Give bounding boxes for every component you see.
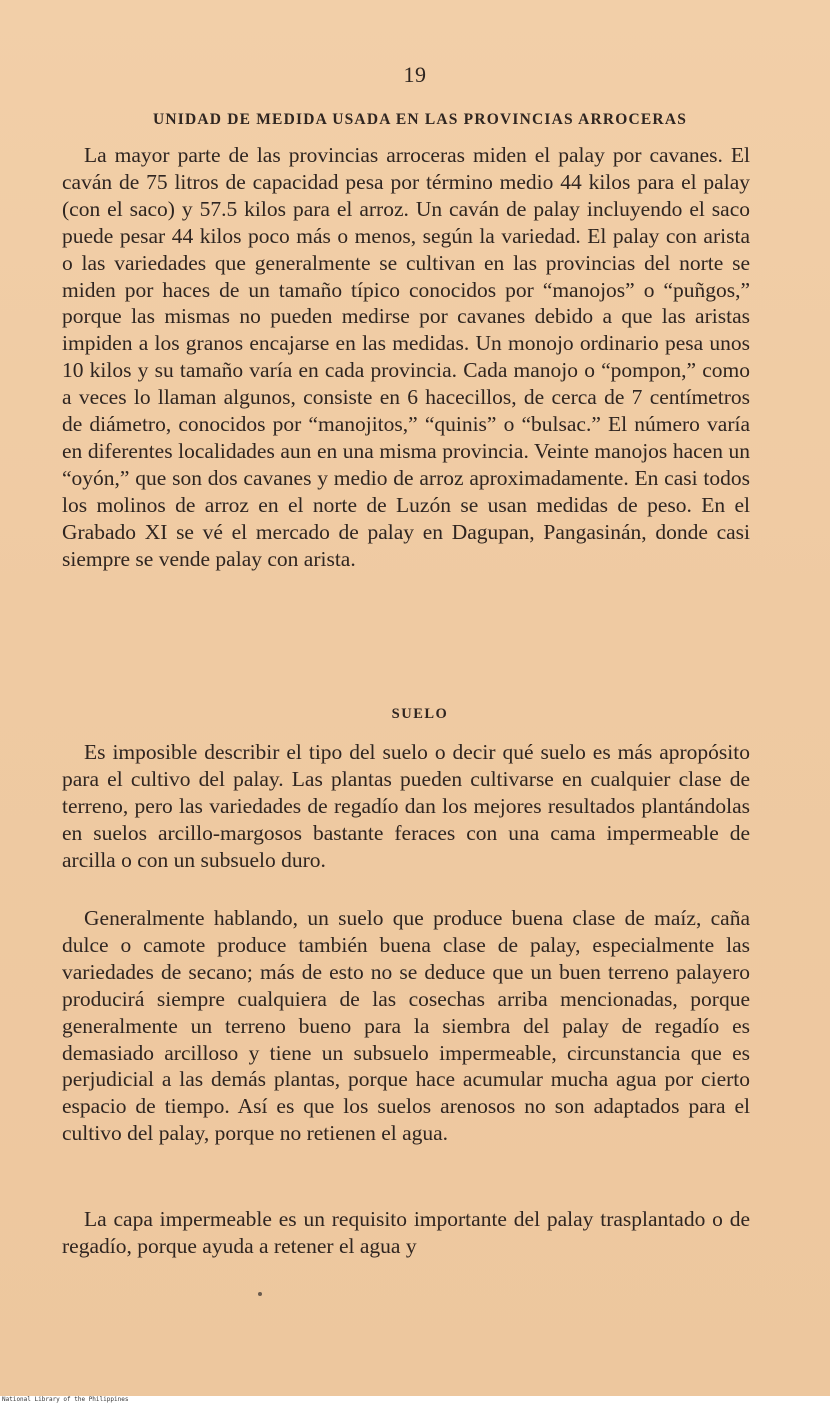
paragraph-text: La capa impermeable es un requisito importante del palay trasplantado o de regadío, porque ayuda a retener el agua y	[62, 1207, 750, 1258]
section-heading-unidad-de-medida: UNIDAD DE MEDIDA USADA EN LAS PROVINCIAS ARROCERAS	[152, 111, 688, 128]
paragraph-suelo-1	[62, 739, 750, 874]
page-number: 19	[403, 62, 427, 87]
scan-credit-text: National Library of the Philippines	[2, 1396, 830, 1403]
ink-speck	[258, 1292, 262, 1296]
paragraph-text: La mayor parte de las provincias arroceras miden el palay por cavanes. El caván de 75 litros de capacidad pesa por término medio 44 kilos para el palay (con el saco) y 57.5 kilos para el arroz. Un caván de palay incluyendo el saco puede pesar 44 kilos poco más o menos, según la variedad. El palay con arista o las variedades que generalmente se cultivan en las provincias del norte se miden por haces de un tamaño típico conocidos por “manojos” o “puñgos,” porque las mismas no pueden medirse por cavanes debido a que las aristas impiden a los granos encajarse en las medidas. Un monojo ordinario pesa unos 10 kilos y su tamaño varía en cada provincia. Cada manojo o “pompon,” como a veces lo llaman algunos, consiste en 6 hacecillos, de cerca de 7 centímetros de diámetro, conocidos por “manojitos,” “quinis” o “bulsac.” El número varía en diferentes localidades aun en una misma provincia. Veinte manojos hacen un “oyón,” que son dos cavanes y medio de arroz aproximadamente. En casi todos los molinos de arroz en el norte de Luzón se usan medidas de peso. En el Grabado XI se vé el mercado de palay en Dagupan, Pangasinán, donde casi siempre se vende palay con arista.	[62, 143, 750, 571]
paragraph-unidad-de-medida	[62, 142, 750, 573]
paragraph-suelo-3	[62, 1206, 750, 1260]
section-heading-suelo: SUELO	[391, 706, 449, 722]
paragraph-text: Generalmente hablando, un suelo que produce buena clase de maíz, caña dulce o camote produce también buena clase de palay, especialmente las variedades de secano; más de esto no se deduce que un buen terreno palayero producirá siempre cualquiera de las cosechas arriba mencionadas, porque generalmente un terreno bueno para la siembra del palay de regadío es demasiado arcilloso y tiene un subsuelo impermeable, circunstancia que es perjudicial a las demás plantas, porque hace acumular mucha agua por cierto espacio de tiempo. Así es que los suelos arenosos no son adaptados para el cultivo del palay, porque no retienen el agua.	[62, 906, 750, 1146]
paragraph-text: Es imposible describir el tipo del suelo o decir qué suelo es más apropósito para el cultivo del palay. Las plantas pueden cultivarse en cualquier clase de terreno, pero las variedades de regadío dan los mejores resultados plantándolas en suelos arcillo-margosos bastante feraces con una cama impermeable de arcilla o con un subsuelo duro.	[62, 740, 750, 872]
paragraph-suelo-2	[62, 905, 750, 1147]
